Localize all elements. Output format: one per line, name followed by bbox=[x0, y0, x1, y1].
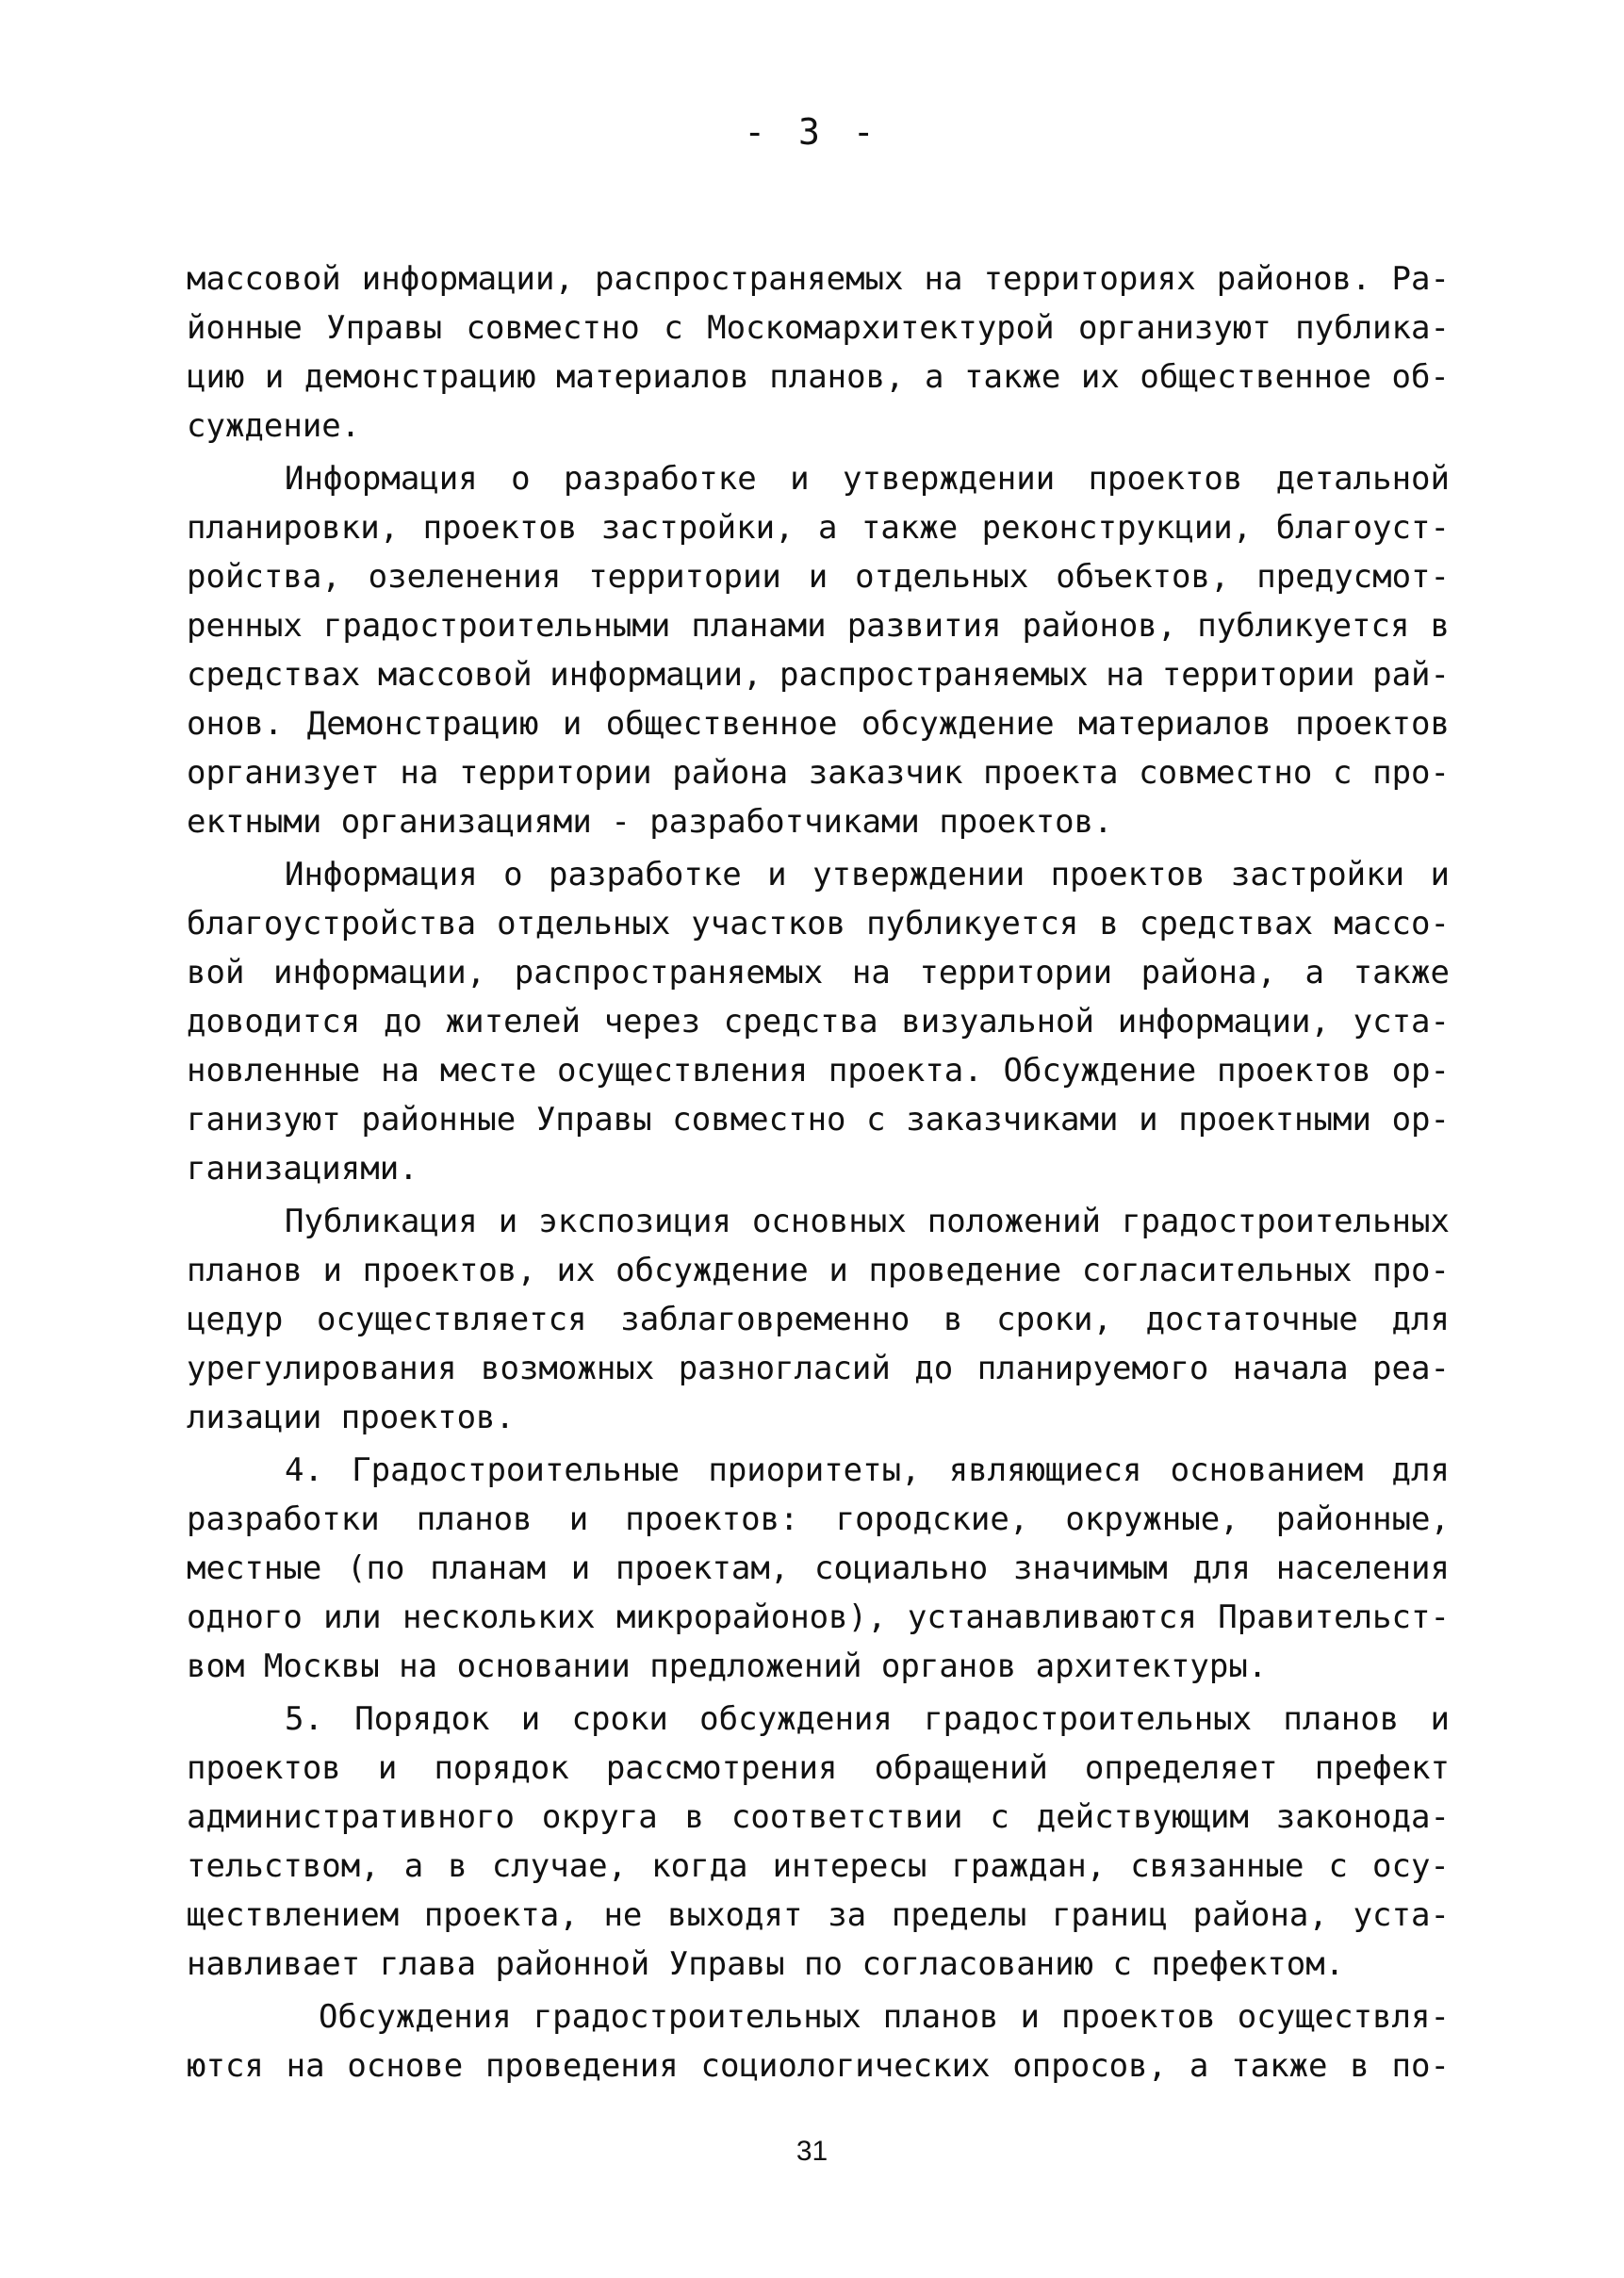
word: Градостроительные bbox=[352, 1451, 681, 1489]
text-line bbox=[187, 1842, 1450, 1891]
word: Москомархитектурой bbox=[707, 309, 1055, 347]
word: планов bbox=[187, 1252, 303, 1289]
word: на bbox=[286, 2047, 325, 2085]
word: районные bbox=[361, 1101, 517, 1139]
word: осуществления bbox=[556, 1052, 809, 1090]
word: социологических bbox=[700, 2047, 991, 2085]
word: онов. bbox=[187, 705, 284, 743]
word: вой bbox=[187, 954, 245, 992]
paragraph bbox=[187, 850, 1450, 1193]
word: на bbox=[851, 954, 891, 992]
word: в bbox=[684, 1798, 705, 1836]
word: проектов bbox=[1061, 1998, 1216, 2036]
word: заблаговременно bbox=[620, 1301, 910, 1338]
word: про- bbox=[1372, 1252, 1450, 1289]
paragraph-gap bbox=[187, 2090, 1450, 2094]
word: предусмот- bbox=[1256, 558, 1450, 596]
word: являющиеся bbox=[948, 1451, 1142, 1489]
word: Публикация bbox=[285, 1203, 478, 1240]
word: участков bbox=[691, 905, 846, 942]
word: на bbox=[1106, 656, 1145, 694]
word: о bbox=[511, 460, 531, 498]
word: в bbox=[448, 1847, 468, 1885]
word: их bbox=[1080, 358, 1120, 396]
text-line bbox=[187, 2041, 1450, 2090]
word: достаточные bbox=[1145, 1301, 1358, 1338]
word: Управы bbox=[326, 309, 443, 347]
word: также bbox=[1353, 954, 1450, 992]
word: обращений bbox=[874, 1749, 1048, 1787]
word: в bbox=[1099, 905, 1119, 942]
word: микрорайонов), bbox=[615, 1598, 887, 1636]
text-line bbox=[187, 1544, 1450, 1593]
word: средствах bbox=[1139, 905, 1314, 942]
text-line bbox=[187, 303, 1450, 352]
word: территории bbox=[458, 754, 652, 792]
word: а bbox=[817, 509, 838, 547]
word: основе bbox=[347, 2047, 464, 2085]
page-number: 31 bbox=[796, 2136, 828, 2167]
word: 5. bbox=[285, 1700, 323, 1738]
text-line bbox=[187, 1744, 1450, 1793]
word: и bbox=[520, 1700, 541, 1738]
word: сроки, bbox=[996, 1301, 1112, 1338]
word: для bbox=[1192, 1549, 1251, 1587]
word: и bbox=[808, 558, 828, 596]
word: местные bbox=[187, 1549, 322, 1587]
text-line bbox=[187, 1344, 1450, 1393]
word: а bbox=[925, 358, 944, 396]
word: через bbox=[603, 1003, 701, 1041]
word: информации, bbox=[273, 954, 486, 992]
word: об- bbox=[1391, 358, 1450, 396]
word: граждан, bbox=[951, 1847, 1107, 1885]
word: разногласий bbox=[678, 1350, 891, 1387]
word: окружные, bbox=[1065, 1500, 1239, 1538]
word: массо- bbox=[1334, 905, 1450, 942]
word: реа- bbox=[1372, 1350, 1450, 1387]
word: когда bbox=[651, 1847, 748, 1885]
word: действующим bbox=[1036, 1798, 1249, 1836]
word: района bbox=[672, 754, 789, 792]
word: массовой bbox=[377, 656, 533, 694]
word: и bbox=[264, 358, 285, 396]
word: организует bbox=[187, 754, 380, 792]
word: проектов bbox=[1050, 856, 1206, 893]
word: распространяемых bbox=[514, 954, 824, 992]
word: информации, bbox=[550, 656, 763, 694]
word: Информация bbox=[285, 856, 478, 893]
word: территории bbox=[588, 558, 781, 596]
word: связанные bbox=[1130, 1847, 1304, 1885]
word: разработке bbox=[564, 460, 757, 498]
word: также bbox=[964, 358, 1061, 396]
word: планов, bbox=[769, 358, 905, 396]
word: законода- bbox=[1275, 1798, 1450, 1836]
word: ществлением bbox=[187, 1896, 400, 1934]
word: определяет bbox=[1084, 1749, 1278, 1787]
word: и bbox=[1430, 856, 1450, 893]
word: материалов bbox=[556, 358, 749, 396]
text-line bbox=[187, 948, 1450, 997]
word: приоритеты, bbox=[708, 1451, 921, 1489]
word: районов, bbox=[1022, 607, 1177, 645]
text-line bbox=[187, 650, 1450, 699]
text-line bbox=[187, 1046, 1450, 1095]
word: общественное bbox=[605, 705, 838, 743]
text-line bbox=[187, 601, 1450, 650]
text-line bbox=[187, 1992, 1450, 2041]
word: населения bbox=[1275, 1549, 1450, 1587]
word: Обсуждение bbox=[1003, 1052, 1197, 1090]
word: и bbox=[568, 1500, 589, 1538]
word: Обсуждения bbox=[319, 1998, 512, 2036]
word: и bbox=[1020, 1998, 1041, 2036]
word: и bbox=[322, 1252, 342, 1289]
word: начала bbox=[1232, 1350, 1349, 1387]
word: префект bbox=[1314, 1749, 1450, 1787]
paragraph bbox=[187, 1695, 1450, 1989]
word: ор- bbox=[1391, 1052, 1450, 1090]
word: проектными bbox=[1178, 1101, 1371, 1139]
text-line: ектными организациями - разработчиками проектов. bbox=[187, 803, 1113, 841]
word: озеленения bbox=[368, 558, 562, 596]
word: Управы bbox=[535, 1101, 652, 1139]
text-line bbox=[187, 1197, 1450, 1246]
word: о bbox=[503, 856, 523, 893]
word: совместно bbox=[1139, 754, 1313, 792]
word: утверждении bbox=[812, 856, 1025, 893]
word: в bbox=[1430, 607, 1450, 645]
word: детальной bbox=[1275, 460, 1450, 498]
word: благоуст- bbox=[1275, 509, 1450, 547]
text-line bbox=[187, 1495, 1450, 1544]
word: сроки bbox=[571, 1700, 668, 1738]
word: городские, bbox=[835, 1500, 1029, 1538]
document-body bbox=[187, 254, 1450, 2094]
text-line bbox=[187, 699, 1450, 748]
word: возможных bbox=[481, 1350, 655, 1387]
word: йонные bbox=[187, 309, 303, 347]
word: опросов, bbox=[1012, 2047, 1168, 2085]
word: организуют bbox=[1078, 309, 1271, 347]
text-line bbox=[187, 748, 1450, 797]
word: территориях bbox=[983, 260, 1196, 298]
word: ганизуют bbox=[187, 1101, 341, 1139]
word: планами bbox=[691, 607, 827, 645]
word: объектов, bbox=[1056, 558, 1230, 596]
word: Демонстрацию bbox=[306, 705, 539, 743]
text-line: навливает глава районной Управы по согласованию с префектом. bbox=[187, 1945, 1345, 1983]
word: уста- bbox=[1353, 1003, 1450, 1041]
word: не bbox=[603, 1896, 643, 1934]
word: для bbox=[1391, 1451, 1450, 1489]
word: информации, bbox=[361, 260, 574, 298]
paragraph bbox=[187, 1446, 1450, 1691]
word: благоустройства bbox=[187, 905, 477, 942]
word: (по bbox=[347, 1549, 405, 1587]
word: согласительных bbox=[1081, 1252, 1353, 1289]
word: проектов bbox=[1217, 1052, 1371, 1090]
word: границ bbox=[1051, 1896, 1168, 1934]
word: порядок bbox=[434, 1749, 569, 1787]
word: заказчик bbox=[808, 754, 963, 792]
word: одного bbox=[187, 1598, 303, 1636]
word: на bbox=[381, 1052, 419, 1090]
word: распространяемых bbox=[779, 656, 1089, 694]
text-line bbox=[187, 1095, 1450, 1144]
word: реконструкции, bbox=[981, 509, 1253, 547]
word: доводится bbox=[187, 1003, 361, 1041]
word: совместно bbox=[466, 309, 640, 347]
word: планам bbox=[430, 1549, 547, 1587]
word: социально bbox=[814, 1549, 989, 1587]
text-line bbox=[187, 1891, 1450, 1940]
word: массовой bbox=[187, 260, 341, 298]
word: новленные bbox=[187, 1052, 361, 1090]
word: основанием bbox=[1170, 1451, 1364, 1489]
word: соответствии bbox=[730, 1798, 963, 1836]
word: градостроительных bbox=[1121, 1203, 1450, 1240]
word: визуальной bbox=[901, 1003, 1094, 1041]
word: демонстрацию bbox=[303, 358, 536, 396]
word: совместно bbox=[672, 1101, 846, 1139]
word: застройки, bbox=[600, 509, 795, 547]
text-line bbox=[187, 850, 1450, 899]
word: развития bbox=[846, 607, 1002, 645]
word: с bbox=[664, 309, 683, 347]
word: а bbox=[1304, 954, 1325, 992]
text-line: лизации проектов. bbox=[187, 1399, 515, 1436]
word: про- bbox=[1372, 754, 1450, 792]
word: а bbox=[403, 1847, 424, 1885]
word: проведение bbox=[868, 1252, 1062, 1289]
word: проектов bbox=[422, 509, 578, 547]
word: до bbox=[383, 1003, 422, 1041]
text-line bbox=[187, 997, 1450, 1046]
word: проекта. bbox=[828, 1052, 983, 1090]
word: проектов bbox=[1295, 705, 1450, 743]
word: с bbox=[866, 1101, 886, 1139]
word: проекта, bbox=[423, 1896, 579, 1934]
word: районов. bbox=[1216, 260, 1371, 298]
text-line bbox=[187, 352, 1450, 402]
word: случае, bbox=[491, 1847, 628, 1885]
word: и bbox=[377, 1749, 398, 1787]
text-line bbox=[187, 899, 1450, 948]
word: застройки bbox=[1230, 856, 1405, 893]
word: выходят bbox=[667, 1896, 803, 1934]
word: осуществляется bbox=[317, 1301, 587, 1338]
word: их bbox=[556, 1252, 596, 1289]
word: отдельных bbox=[855, 558, 1029, 596]
text-line bbox=[187, 1593, 1450, 1642]
word: публика- bbox=[1295, 309, 1450, 347]
word: основных bbox=[751, 1203, 907, 1240]
word: и bbox=[1430, 1700, 1450, 1738]
word: материалов bbox=[1078, 705, 1271, 743]
word: а bbox=[1189, 2047, 1209, 2085]
word: обсуждение bbox=[861, 705, 1055, 743]
paragraph bbox=[187, 1197, 1450, 1442]
word: разработке bbox=[549, 856, 742, 893]
word: территории bbox=[1161, 656, 1355, 694]
word: общественное bbox=[1140, 358, 1371, 396]
word: на bbox=[400, 754, 439, 792]
word: Правительст- bbox=[1218, 1598, 1450, 1636]
word: 4. bbox=[285, 1451, 323, 1489]
word: проектов bbox=[187, 1749, 341, 1787]
word: положений bbox=[927, 1203, 1101, 1240]
word: пределы bbox=[891, 1896, 1027, 1934]
word: в bbox=[1350, 2047, 1370, 2085]
text-line bbox=[187, 1246, 1450, 1295]
word: проектов bbox=[1088, 460, 1243, 498]
word: и bbox=[767, 856, 787, 893]
word: проектов, bbox=[362, 1252, 536, 1289]
text-line bbox=[187, 552, 1450, 601]
word: информации, bbox=[1117, 1003, 1330, 1041]
word: на bbox=[924, 260, 963, 298]
word: административного bbox=[187, 1798, 515, 1836]
word: также bbox=[1231, 2047, 1328, 2085]
text-line bbox=[187, 1295, 1450, 1344]
word: и bbox=[790, 460, 810, 498]
word: по- bbox=[1391, 2047, 1450, 2085]
word: районные, bbox=[1275, 1500, 1450, 1538]
text-line: ганизациями. bbox=[187, 1150, 418, 1188]
word: распространяемых bbox=[595, 260, 904, 298]
word: нескольких bbox=[402, 1598, 596, 1636]
word: и bbox=[828, 1252, 848, 1289]
word: градостроительных bbox=[924, 1700, 1253, 1738]
word: обсуждения bbox=[699, 1700, 893, 1738]
word: цедур bbox=[187, 1301, 284, 1338]
word: средствах bbox=[187, 656, 361, 694]
word: значимым bbox=[1013, 1549, 1168, 1587]
word: рай- bbox=[1372, 656, 1450, 694]
word: района, bbox=[1140, 954, 1276, 992]
word: района, bbox=[1192, 1896, 1328, 1934]
word: и bbox=[1139, 1101, 1158, 1139]
word: осуществля- bbox=[1237, 1998, 1450, 2036]
text-line bbox=[187, 454, 1450, 503]
text-line bbox=[187, 1793, 1450, 1842]
text-line bbox=[187, 1695, 1450, 1744]
word: обсуждение bbox=[615, 1252, 809, 1289]
word: до bbox=[914, 1350, 954, 1387]
word: с bbox=[1332, 754, 1353, 792]
word: градостроительных bbox=[533, 1998, 861, 2036]
word: планов bbox=[416, 1500, 533, 1538]
paragraph bbox=[187, 254, 1450, 451]
word: планов bbox=[1283, 1700, 1400, 1738]
word: Порядок bbox=[354, 1700, 490, 1738]
word: интересы bbox=[772, 1847, 927, 1885]
paragraph bbox=[187, 1992, 1450, 2090]
word: экспозиция bbox=[538, 1203, 731, 1240]
text-line: вом Москвы на основании предложений органов архитектуры. bbox=[187, 1647, 1268, 1685]
page-marker: - 3 - bbox=[744, 111, 880, 153]
word: градостроительными bbox=[322, 607, 671, 645]
word: отдельных bbox=[497, 905, 671, 942]
word: проекта bbox=[983, 754, 1119, 792]
word: планируемого bbox=[976, 1350, 1209, 1387]
word: или bbox=[323, 1598, 382, 1636]
word: жителей bbox=[445, 1003, 581, 1041]
word: уста- bbox=[1353, 1896, 1450, 1934]
word: месте bbox=[439, 1052, 537, 1090]
word: цию bbox=[187, 358, 245, 396]
word: устанавливаются bbox=[907, 1598, 1197, 1636]
word: разработки bbox=[187, 1500, 380, 1538]
word: планов bbox=[882, 1998, 999, 2036]
word: тельством, bbox=[187, 1847, 380, 1885]
word: осу- bbox=[1372, 1847, 1450, 1885]
word: Ра- bbox=[1391, 260, 1450, 298]
word: проведения bbox=[485, 2047, 679, 2085]
word: публикуется bbox=[866, 905, 1079, 942]
word: рассмотрения bbox=[605, 1749, 838, 1787]
word: ор- bbox=[1391, 1101, 1450, 1139]
word: с bbox=[1328, 1847, 1348, 1885]
word: за bbox=[828, 1896, 867, 1934]
word: округа bbox=[541, 1798, 658, 1836]
text-line: суждение. bbox=[187, 407, 361, 445]
word: и bbox=[570, 1549, 591, 1587]
word: публикуется bbox=[1197, 607, 1410, 645]
word: заказчиками bbox=[906, 1101, 1119, 1139]
word: в bbox=[943, 1301, 963, 1338]
text-line bbox=[187, 1446, 1450, 1495]
word: и bbox=[498, 1203, 518, 1240]
word: и bbox=[562, 705, 582, 743]
word: для bbox=[1391, 1301, 1450, 1338]
word: также bbox=[861, 509, 959, 547]
word: ройства, bbox=[187, 558, 341, 596]
word: урегулирования bbox=[187, 1350, 457, 1387]
word: проектам, bbox=[615, 1549, 790, 1587]
word: Информация bbox=[285, 460, 478, 498]
word: средства bbox=[723, 1003, 878, 1041]
word: с bbox=[990, 1798, 1009, 1836]
word: ются bbox=[187, 2047, 264, 2085]
word: ренных bbox=[187, 607, 303, 645]
word: планировки, bbox=[187, 509, 400, 547]
word: проектов: bbox=[625, 1500, 799, 1538]
text-line bbox=[187, 503, 1450, 552]
word: утверждении bbox=[843, 460, 1056, 498]
text-line bbox=[187, 254, 1450, 303]
word: территории bbox=[919, 954, 1113, 992]
paragraph bbox=[187, 454, 1450, 846]
